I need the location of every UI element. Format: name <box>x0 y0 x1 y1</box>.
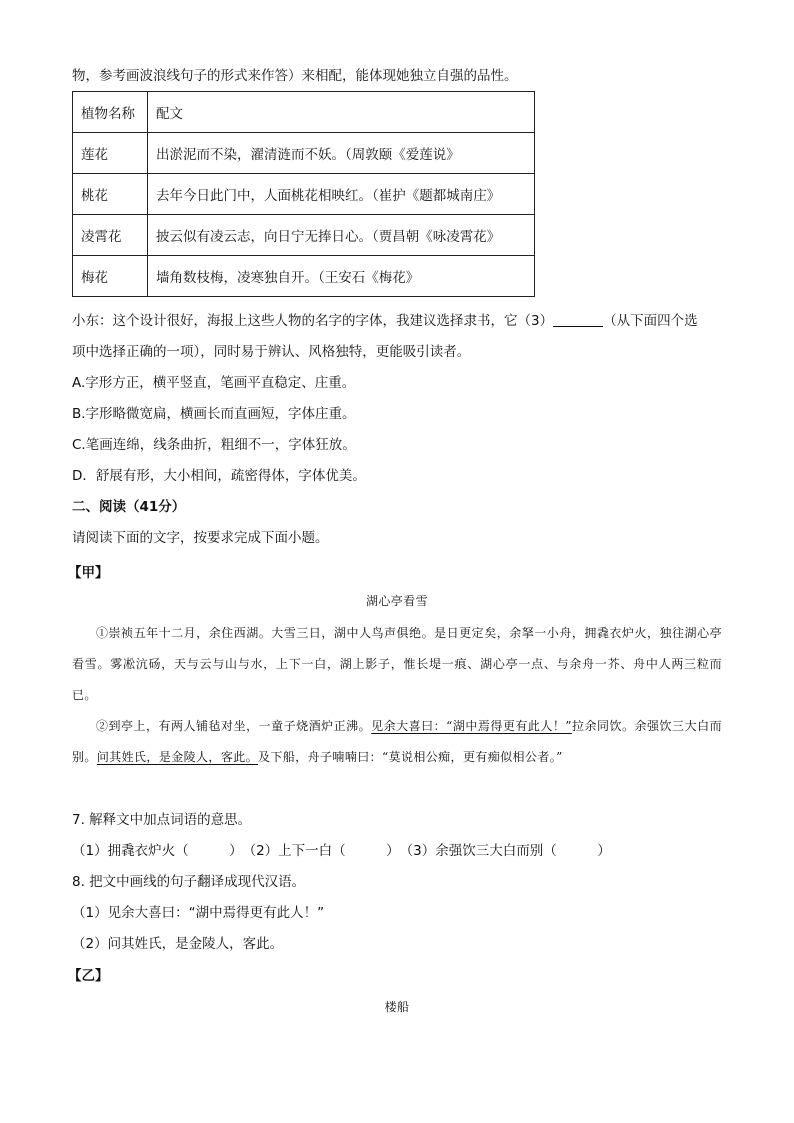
table-cell: 凌霄花 <box>73 215 148 256</box>
xiaodong-text: 小东：这个设计很好，海报上这些人物的名字的字体，我建议选择隶书，它（3） <box>72 313 554 329</box>
option-d: D．舒展有形，大小相间，疏密得体，字体优美。 <box>72 468 366 484</box>
p2-text: 拉余同饮。余强饮三大白而别。 <box>72 719 722 764</box>
underlined-sentence-1: 见余大喜曰：“湖中焉得更有此人！” <box>371 719 572 733</box>
section-title: 二、阅读（41分） <box>72 499 186 515</box>
table-row <box>73 215 535 256</box>
xiaodong-text-tail: （从下面四个选 <box>603 313 698 329</box>
answer-blank[interactable] <box>553 312 603 327</box>
table-row <box>73 256 535 297</box>
table-cell: 莲花 <box>73 133 148 174</box>
jia-title: 湖心亭看雪 <box>365 594 428 608</box>
table-header-cell: 配文 <box>148 92 535 133</box>
option-b: B.字形略微宽扁，横画长而直画短，字体庄重。 <box>72 406 356 422</box>
question-7-items: （1）拥毳衣炉火（ ） （2）上下一白（ ） （3）余强饮三大白而别（ ） <box>72 843 611 859</box>
p2-text: 及下船，舟子喃喃曰：“莫说相公痴，更有痴似相公者。” <box>258 750 563 764</box>
jia-paragraph-2 <box>72 711 722 773</box>
yi-label: 【乙】 <box>68 968 109 984</box>
question-8: 8. 把文中画线的句子翻译成现代汉语。 <box>72 874 306 890</box>
table-header-cell: 植物名称 <box>73 92 148 133</box>
p2-text: ②到亭上，有两人铺毡对坐，一童子烧酒炉正沸。 <box>96 719 372 733</box>
xiaodong-line-2: 项中选择正确的一项），同时易于辨认、风格独特，更能吸引读者。 <box>72 344 471 360</box>
plant-table <box>72 91 535 297</box>
jia-paragraph-1: ①崇祯五年十二月，余住西湖。大雪三日，湖中人鸟声俱绝。是日更定矣，余拏一小舟，拥毳衣炉火，独往湖心亭看雪。雾凇沆砀，天与云与山与水，上下一白，湖上影子，惟长堤一痕、湖心亭一点、与余舟一芥、舟中人两三粒而已。 <box>72 626 722 702</box>
underlined-sentence-2: 问其姓氏，是金陵人，客此。 <box>96 750 259 764</box>
question-7: 7. 解释文中加点词语的意思。 <box>72 812 252 828</box>
table-cell: 披云似有凌云志，向日宁无捧日心。（贾昌朝《咏凌霄花》 <box>148 215 535 256</box>
table-row <box>73 133 535 174</box>
yi-title: 楼船 <box>384 1000 410 1014</box>
table-cell: 梅花 <box>73 256 148 297</box>
xiaodong-line-1 <box>72 311 698 331</box>
question-8-1: （1）见余大喜曰：“湖中焉得更有此人！” <box>72 905 325 921</box>
jia-label: 【甲】 <box>68 565 109 581</box>
intro-line: 物，参考画波浪线句子的形式来作答）来相配，能体现她独立自强的品性。 <box>72 68 518 84</box>
option-a: A.字形方正，横平竖直，笔画平直稳定、庄重。 <box>72 375 356 391</box>
reading-instruction: 请阅读下面的文字，按要求完成下面小题。 <box>72 530 329 546</box>
table-header-row <box>73 92 535 133</box>
table-cell: 去年今日此门中，人面桃花相映红。（崔护《题都城南庄》 <box>148 174 535 215</box>
option-c: C.笔画连绵，线条曲折，粗细不一，字体狂放。 <box>72 437 356 453</box>
question-8-2: （2）问其姓氏，是金陵人，客此。 <box>72 936 284 952</box>
table-cell: 墙角数枝梅，凌寒独自开。（王安石《梅花》 <box>148 256 535 297</box>
table-row <box>73 174 535 215</box>
table-cell: 出淤泥而不染，濯清涟而不妖。（周敦颐《爱莲说》 <box>148 133 535 174</box>
table-cell: 桃花 <box>73 174 148 215</box>
